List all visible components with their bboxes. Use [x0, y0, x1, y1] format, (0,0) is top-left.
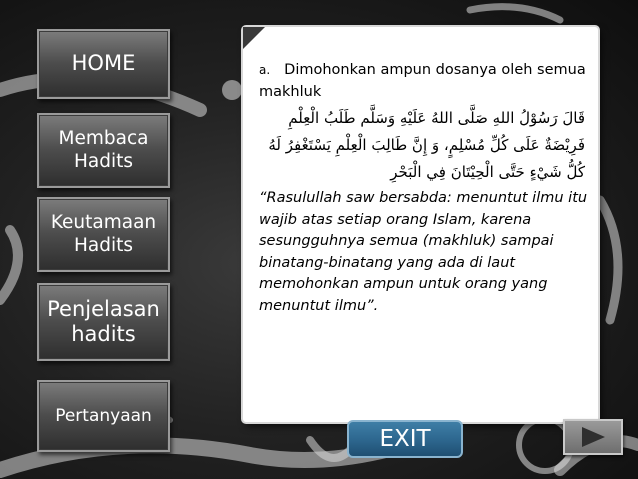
- nav-membaca-label: Membaca Hadits: [58, 128, 149, 172]
- content-body: [259, 59, 591, 318]
- nav-membaca-hadits-button[interactable]: [37, 113, 170, 188]
- exit-label: EXIT: [379, 426, 431, 452]
- nav-penjelasan-label: Penjelasan hadits: [47, 296, 160, 346]
- nav-penjelasan-hadits-button[interactable]: [37, 283, 170, 361]
- exit-button[interactable]: [347, 420, 463, 458]
- arabic-line-1: قَالَ رَسُوْلُ اللهِ صَلَّى اللهُ عَلَيْهِ وَسَلَّم طَلَبُ الْعِلْمِ: [288, 109, 585, 127]
- point-marker: a.: [259, 63, 271, 77]
- arabic-hadith: [259, 105, 591, 186]
- hadith-translation: “Rasulullah saw bersabda: menuntut ilmu itu wajib atas setiap orang Islam, karena sesungguhnya semua (makhluk) sampai binatang-binatang yang ada di laut memohonkan ampun untuk orang yang menuntut ilmu”.: [259, 190, 588, 314]
- nav-home-button[interactable]: [37, 29, 170, 99]
- panel-corner-fold: [243, 27, 265, 49]
- nav-pertanyaan-button[interactable]: [37, 380, 170, 452]
- content-panel: [243, 27, 598, 422]
- nav-home-label: HOME: [71, 51, 136, 76]
- arabic-line-3: كُلُّ شَيْءٍ حَتَّى الْحِيْتَانَ فِي الْبَحْرِ: [390, 163, 585, 181]
- nav-pertanyaan-label: Pertanyaan: [55, 406, 152, 426]
- content-point: [259, 59, 591, 103]
- play-arrow-icon: [578, 425, 608, 449]
- arabic-line-2: فَرِيْضَةٌ عَلَى كُلِّ مُسْلِمٍ، وَ إِنَّ طَالِبَ الْعِلْمِ يَسْتَغْفِرُ لَهُ: [268, 136, 585, 154]
- nav-keutamaan-hadits-button[interactable]: [37, 197, 170, 272]
- point-text: Dimohonkan ampun dosanya oleh semua makhluk: [259, 62, 586, 100]
- nav-keutamaan-label: Keutamaan Hadits: [50, 212, 157, 256]
- next-button[interactable]: [563, 419, 623, 455]
